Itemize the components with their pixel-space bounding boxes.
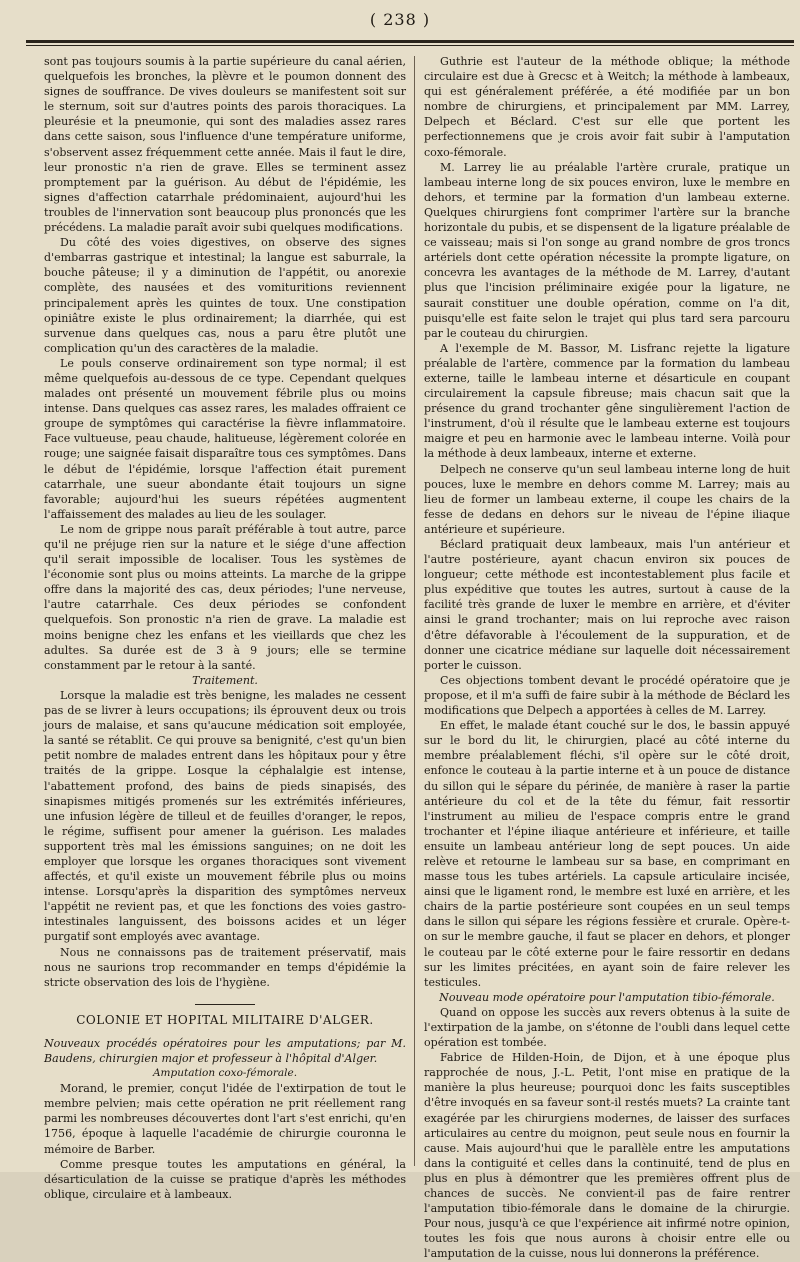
right-paragraph: En effet, le malade étant couché sur le dos, le bassin appuyé sur le bord du lit, le chirurgien, placé au côté interne du membre préalablement fléchi, s'il opère sur le côté droit, enfonce le couteau à la partie interne et à un pouce de distance du sillon qui le sépare du périnée, de manière à raser la partie antérieure du col et de la tête du fémur, fait ressortir l'instrument au milieu de l'espace compris entre le grand trochanter et l'épine iliaque antérieure et inférieure, et taille ensuite un lambeau antérieur long de sept pouces. Un aide relève et retourne le lambeau sur sa base, en comprimant en masse tous les tubes artériels. La capsule articulaire incisée, ainsi que le ligament rond, le membre est luxé en arrière, et les chairs de la partie postérieure sont coupées en un seul temps dans le sillon qui sépare les régions fessière et crurale. Opère-t-on sur le membre gauche, il faut se placer en dehors, et plonger le couteau par le côté externe pour le faire ressortir en dedans sur les limites précitées, en ayant soin de faire relever les testicules. bbox=[424, 719, 790, 989]
right-paragraph: Delpech ne conserve qu'un seul lambeau interne long de huit pouces, luxe le membre en dehors comme M. Larrey; mais au lieu de former un lambeau externe, il coupe les chairs de la fesse de dedans en dehors sur le niveau de l'épine iliaque antérieure et supérieure. bbox=[424, 462, 790, 536]
right-column bbox=[424, 54, 790, 1261]
article-paragraph: Comme presque toutes les amputations en général, la désarticulation de la cuisse se pratique d'après les méthodes oblique, circulaire et à lambeaux. bbox=[44, 1157, 406, 1201]
page-header bbox=[0, 0, 800, 44]
right-paragraph: A l'exemple de M. Bassor, M. Lisfranc rejette la ligature préalable de l'artère, commence par la formation du lambeau externe, taille le lambeau interne et désarticule en coupant circulairement la capsule fibreuse; mais chacun sait que la présence du grand trochanter gêne singulièrement l'action de l'instrument, d'où il résulte que le lambeau externe est toujours maigre et peu en harmonie avec le lambeau interne. Voilà pour la méthode à deux lambeaux, interne et externe. bbox=[424, 341, 790, 461]
right-paragraph: Béclard pratiquait deux lambeaux, mais l'un antérieur et l'autre postérieure, ayant chacun environ six pouces de longueur; cette méthode est incontestablement plus facile et plus expéditive que toutes les autres, surtout à cause de la facilité très grande de luxer le membre en arrière, et d'éviter ainsi le grand trochanter; mais on lui reproche avec raison d'être défavorable à l'écoulement de la suppuration, et de donner une cicatrice médiane sur laquelle doit nécessairement porter le cuisson. bbox=[424, 538, 790, 672]
left-paragraph: Du côté des voies digestives, on observe des signes d'embarras gastrique et intestinal; la langue est saburrale, la bouche pâteuse; il y a diminution de l'appétit, ou anorexie complète, des nausées et des vomituritions reviennent principalement après les quintes de toux. Une constipation opiniâtre existe le plus ordinairement; la diarrhée, qui est survenue dans quelques cas, nous a paru être plutôt une complication qu'un des caractères de la maladie. bbox=[44, 236, 406, 355]
left-paragraph: Le pouls conserve ordinairement son type normal; il est même quelquefois au-dessous de ce type. Cependant quelques malades ont présenté un mouvement fébrile plus ou moins intense. Dans quelques cas assez rares, les malades offraient ce groupe de symptômes qui caractérise la fièvre inflammatoire. Face vultueuse, peau chaude, halitueuse, légèrement colorée en rouge; une saignée faisait disparaître tous ces symptômes. Dans le début de l'épidémie, lorsque l'affection était purement catarrhale, une sueur abondante était toujours un signe favorable; aujourd'hui les sueurs répétées augmentent l'affaissement des malades au lieu de les soulager. bbox=[44, 356, 406, 521]
right-paragraph: M. Larrey lie au préalable l'artère crurale, pratique un lambeau interne long de six pouces environ, luxe le membre en dehors, et termine par la formation d'un lambeau externe. Quelques chirurgiens font comprimer l'artère sur la branche horizontale du pubis, et se dispensent de la ligature préalable de ce vaisseau; mais si l'on songe au grand nombre de gros troncs artériels dont cette opération nécessite la prompte ligature, on concevra les avantages de la méthode de M. Larrey, d'autant plus que l'incision préliminaire exigée pour la ligature, ne saurait constituer une double opération, comme on l'a dit, puisqu'elle est faite selon le trajet qui plus tard sera parcouru par le couteau du chirurgien. bbox=[424, 160, 790, 340]
page-number: ( 238 ) bbox=[369, 10, 431, 29]
column-separator bbox=[414, 56, 415, 1166]
section-divider bbox=[195, 1004, 255, 1005]
header-rule-thick bbox=[26, 40, 794, 43]
left-paragraph: sont pas toujours soumis à la partie supérieure du canal aérien, quelquefois les bronches, la plèvre et le poumon donnent des signes de souffrance. De vives douleurs se manifestent soit sur le sternum, soit sur d'autres points des parois thoraciques. La pleurésie et la pneumonie, qui sont des maladies assez rares dans cette saison, sous l'influence d'une température uniforme, s'observent assez fréquemment cette année. Mais il faut le dire, leur pronostic n'a rien de grave. Elles se terminent assez promptement par la guérison. Au début de l'épidémie, les signes d'affection catarrhale prédominaient, aujourd'hui les troubles de l'innervation sont beaucoup plus prononcés que les précédens. La maladie paraît avoir subi quelques modifications. bbox=[44, 55, 406, 235]
article-subheading: Amputation coxo-fémorale. bbox=[152, 1067, 298, 1080]
article-title: Nouveaux procédés opératoires pour les amputations; par M. Baudens, chirurgien major et professeur à l'hôpital d'Alger. bbox=[44, 1036, 406, 1065]
treatment-paragraph: Nous ne connaissons pas de traitement préservatif, mais nous ne saurions trop recommander en temps d'épidémie la stricte observation des lois de l'hygiène. bbox=[44, 945, 406, 989]
treatment-heading: Traitement. bbox=[192, 673, 258, 687]
right-paragraph: Quand on oppose les succès aux revers obtenus à la suite de l'extirpation de la jambe, on s'étonne de l'oubli dans lequel cette opération est tombée. bbox=[424, 1005, 790, 1050]
header-rule-thin bbox=[26, 45, 794, 46]
article-paragraph: Morand, le premier, conçut l'idée de l'extirpation de tout le membre pelvien; mais cette opération ne prit réellement rang parmi les nombreuses découvertes dont l'art s'est enrichi, qu'en 1756, époque à laquelle l'académie de chirurgie couronna le mémoire de Barber. bbox=[44, 1082, 406, 1156]
right-paragraph: Ces objections tombent devant le procédé opératoire que je propose, et il m'a suffi de faire subir à la méthode de Béclard les modifications que Delpech a apportées à celles de M. Larrey. bbox=[424, 673, 790, 718]
left-column bbox=[44, 54, 406, 1201]
right-paragraph: Guthrie est l'auteur de la méthode oblique; la méthode circulaire est due à Grecsc et à Weitch; la méthode à lambeaux, qui est généralement préférée, a été modifiée par un bon nombre de chirurgiens, et principalement par MM. Larrey, Delpech et Béclard. C'est sur elle que portent les perfectionnemens que je crois avoir fait subir à l'amputation coxo-fémorale. bbox=[424, 55, 790, 159]
tibio-femoral-heading: Nouveau mode opératoire pour l'amputation tibio-fémorale. bbox=[439, 990, 775, 1004]
left-paragraph: Le nom de grippe nous paraît préférable à tout autre, parce qu'il ne préjuge rien sur la nature et le siége d'une affection qu'il serait impossible de localiser. Tous les systèmes de l'économie sont plus ou moins atteints. La marche de la grippe offre dans la majorité des cas, deux périodes; l'une nerveuse, l'autre catarrhale. Ces deux périodes se confondent quelquefois. Son pronostic n'a rien de grave. La maladie est moins benigne chez les enfans et les vieillards que chez les adultes. Sa durée est de 3 à 9 jours; elle se termine constamment par le retour à la santé. bbox=[44, 522, 406, 672]
treatment-paragraph: Lorsque la maladie est très benigne, les malades ne cessent pas de se livrer à leurs occupations; ils éprouvent deux ou trois jours de malaise, et sans qu'aucune médication soit employée, la santé se rétablit. Ce qui prouve sa benignité, c'est qu'un bien petit nombre de malades entrent dans les hôpitaux pour y être traités de la grippe. Losque la céphalalgie est intense, l'abattement profond, des bains de pieds sinapisés, des sinapismes mitigés promenés sur les extrémités inférieures, une infusion légère de tilleul et de feuilles d'oranger, le repos, le régime, suffisent pour amener la guérison. Les malades supportent très mal les émissions sanguines; on ne doit les employer que lorsque les organes thoraciques sont vivement affectés, et qu'il existe un mouvement fébrile plus ou moins intense. Lorsqu'après la disparition des symptômes nerveux l'appétit ne revient pas, et que les fonctions des voies gastro-intestinales languissent, des boissons acides et un léger purgatif sont employés avec avantage. bbox=[44, 688, 406, 944]
section-title: COLONIE ET HOPITAL MILITAIRE D'ALGER. bbox=[76, 1012, 374, 1027]
right-paragraph: Fabrice de Hilden-Hoin, de Dijon, et à une époque plus rapprochée de nous, J.-L. Petit, l'ont mise en pratique de la manière la plus heureuse; pourquoi donc les faits susceptibles d'être invoqués en sa faveur sont-il restés muets? La crainte tant exagérée par les chirurgiens modernes, de laisser des surfaces articulaires au centre du moignon, peut seule nous en fournir la cause. Mais aujourd'hui que le parallèle entre les amputations dans la contiguité et celles dans la continuité, tend de plus en plus en plus à démontrer que les premières offrent plus de chances de succès. Ne convient-il pas de faire rentrer l'amputation tibio-fémorale dans le domaine de la chirurgie. Pour nous, jusqu'à ce que l'expérience ait infirmé notre opinion, toutes les fois que nous aurons à choisir entre elle ou l'amputation de la cuisse, nous lui donnerons la préférence. bbox=[424, 1051, 790, 1261]
